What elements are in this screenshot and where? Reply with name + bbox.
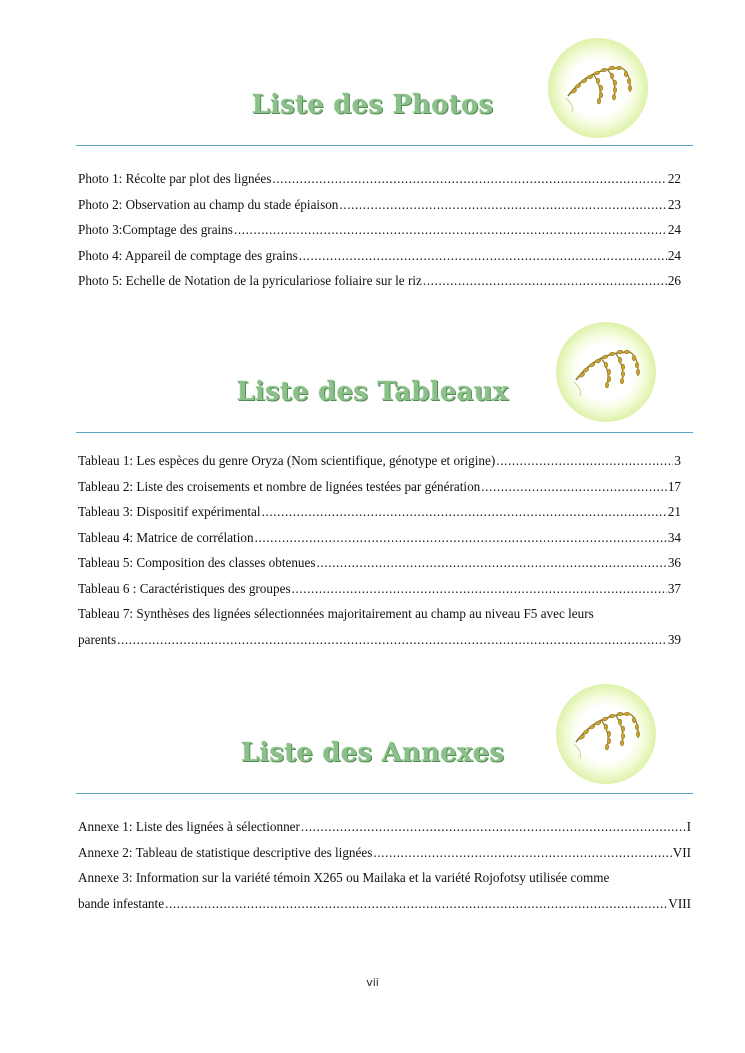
entry-page: 24 xyxy=(667,247,681,263)
entry-page: I xyxy=(686,819,691,834)
entry-page: 21 xyxy=(667,504,681,519)
entry-label: Tableau 6 : Caractéristiques des groupes xyxy=(78,580,291,596)
dot-leader xyxy=(481,474,667,500)
photo-entry[interactable] xyxy=(78,166,681,192)
dot-leader xyxy=(117,627,667,653)
dot-leader xyxy=(234,217,667,243)
entry-label: Tableau 3: Dispositif expérimental xyxy=(78,504,261,519)
page-number: vii xyxy=(366,976,379,989)
dot-leader xyxy=(299,243,667,269)
tableaux-divider xyxy=(76,432,693,433)
entry-label: Annexe 1: Liste des lignées à sélectionner xyxy=(78,819,300,834)
entry-label: Photo 4: Appareil de comptage des grains xyxy=(78,247,298,263)
dot-leader xyxy=(496,448,673,474)
photos-list xyxy=(78,166,681,294)
rice-emblem-photos xyxy=(548,38,648,138)
entry-label: Tableau 1: Les espèces du genre Oryza (Nom scientifique, génotype et origine) xyxy=(78,453,496,468)
annexe-entry[interactable] xyxy=(78,840,691,866)
tableau-entry-wrapped[interactable] xyxy=(78,601,681,653)
entry-page: VII xyxy=(672,844,691,860)
rice-emblem-annexes xyxy=(556,684,656,784)
tableau-entry[interactable] xyxy=(78,525,681,551)
tableau-entry[interactable] xyxy=(78,499,681,525)
annexe-entry-wrapped[interactable] xyxy=(78,865,691,917)
photos-heading: Liste des Photos xyxy=(251,90,494,120)
dot-leader xyxy=(255,525,667,551)
tableau-entry[interactable] xyxy=(78,550,681,576)
entry-page: 17 xyxy=(667,478,681,494)
dot-leader xyxy=(423,268,667,294)
photo-entry[interactable] xyxy=(78,268,681,294)
entry-page: 24 xyxy=(667,222,681,237)
entry-page: 39 xyxy=(667,632,681,647)
tableau-entry[interactable] xyxy=(78,448,681,474)
entry-label: Photo 3:Comptage des grains xyxy=(78,222,233,237)
photo-entry[interactable] xyxy=(78,217,681,243)
rice-panicle-icon xyxy=(548,38,648,138)
entry-page: 23 xyxy=(667,196,681,212)
entry-label: Annexe 2: Tableau de statistique descriptive des lignées xyxy=(78,844,373,860)
rice-emblem-tableaux xyxy=(556,322,656,422)
rice-panicle-icon xyxy=(556,322,656,422)
entry-label-line2: parents xyxy=(78,632,117,647)
entry-label: Photo 5: Echelle de Notation de la pyriculariose foliaire sur le riz xyxy=(78,273,422,288)
tableau-entry[interactable] xyxy=(78,474,681,500)
photo-entry[interactable] xyxy=(78,192,681,218)
annexes-heading: Liste des Annexes xyxy=(240,738,505,768)
entry-label: Tableau 5: Composition des classes obtenues xyxy=(78,555,316,570)
dot-leader xyxy=(301,814,686,840)
dot-leader xyxy=(262,499,667,525)
entry-label-line1: Annexe 3: Information sur la variété témoin X265 ou Mailaka et la variété Rojofotsy utilisée comme xyxy=(78,870,610,885)
entry-label-line1: Tableau 7: Synthèses des lignées sélectionnées majoritairement au champ au niveau F5 avec leurs xyxy=(78,606,594,621)
dot-leader xyxy=(292,576,667,602)
annexes-list xyxy=(78,814,691,917)
tableau-entry[interactable] xyxy=(78,576,681,602)
entry-label: Tableau 2: Liste des croisements et nombre de lignées testées par génération xyxy=(78,478,481,494)
entry-page: 3 xyxy=(674,453,681,468)
entry-page: 36 xyxy=(667,555,681,570)
entry-page: 37 xyxy=(667,580,681,596)
annexes-divider xyxy=(76,793,693,794)
entry-page: 22 xyxy=(667,171,681,186)
entry-page: VIII xyxy=(668,896,691,911)
photos-divider xyxy=(76,145,693,146)
entry-label: Photo 1: Récolte par plot des lignées xyxy=(78,171,272,186)
dot-leader xyxy=(373,840,671,866)
tableaux-list xyxy=(78,448,681,653)
entry-page: 26 xyxy=(667,273,681,288)
photo-entry[interactable] xyxy=(78,243,681,269)
dot-leader xyxy=(165,891,667,917)
entry-label: Photo 2: Observation au champ du stade épiaison xyxy=(78,196,339,212)
dot-leader xyxy=(272,166,666,192)
entry-label: Tableau 4: Matrice de corrélation xyxy=(78,529,254,545)
entry-label-line2: bande infestante xyxy=(78,896,165,911)
entry-page: 34 xyxy=(667,529,681,545)
tableaux-heading: Liste des Tableaux xyxy=(236,377,509,407)
dot-leader xyxy=(339,192,666,218)
annexe-entry[interactable] xyxy=(78,814,691,840)
rice-panicle-icon xyxy=(556,684,656,784)
dot-leader xyxy=(317,550,667,576)
